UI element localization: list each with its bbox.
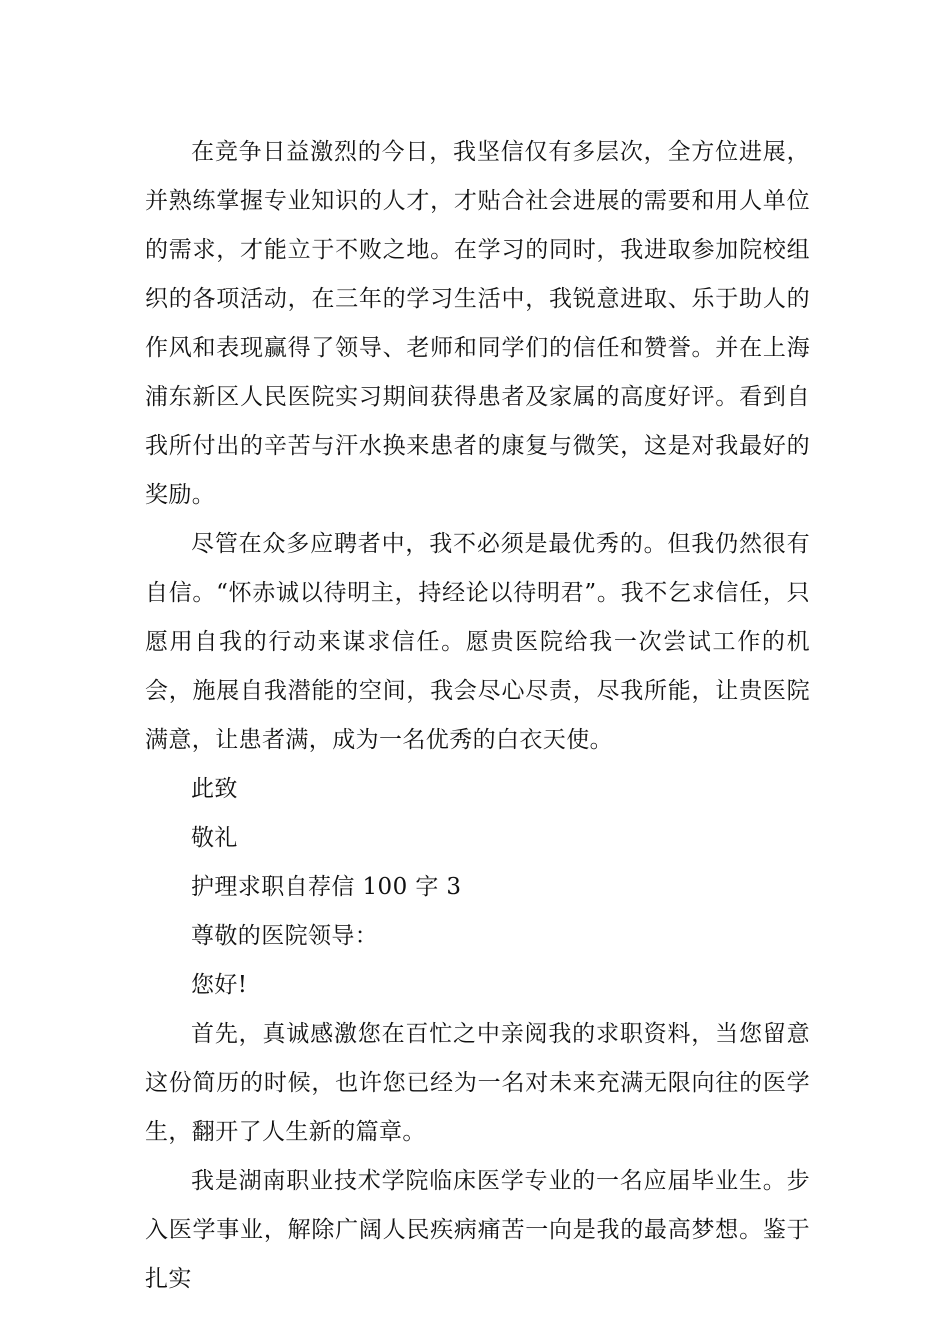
greeting: 您好!	[191, 972, 248, 998]
closing-salute: 敬礼	[191, 825, 238, 851]
section-title: 护理求职自荐信 100 字 3	[191, 874, 462, 900]
paragraph-introduction: 我是湖南职业技术学院临床医学专业的一名应届毕业生。步入医学事业，解除广阔人民疾病痛苦一向是我的最高梦想。鉴于扎实	[145, 1168, 810, 1292]
paragraph-competition: 在竞争日益激烈的今日，我坚信仅有多层次，全方位进展，并熟练掌握专业知识的人才，才贴合社会进展的需要和用人单位的需求，才能立于不败之地。在学习的同时，我进取参加院校组织的各项活动，在三年的学习生活中，我锐意进取、乐于助人的作风和表现赢得了领导、老师和同学们的信任和赞誉。并在上海浦东新区人民医院实习期间获得患者及家属的高度好评。看到自我所付出的辛苦与汗水换来患者的康复与微笑，这是对我最好的奖励。	[145, 139, 810, 508]
paragraph-thanks: 首先，真诚感激您在百忙之中亲阅我的求职资料，当您留意这份简历的时候，也许您已经为一名对未来充满无限向往的医学生，翻开了人生新的篇章。	[145, 1021, 810, 1145]
document-body	[145, 128, 810, 1304]
closing-regards: 此致	[191, 776, 238, 802]
paragraph-confidence: 尽管在众多应聘者中，我不必须是最优秀的。但我仍然很有自信。“怀赤诚以待明主，持经论以待明君”。我不乞求信任，只愿用自我的行动来谋求信任。愿贵医院给我一次尝试工作的机会，施展自我潜能的空间，我会尽心尽责，尽我所能，让贵医院满意，让患者满，成为一名优秀的白衣天使。	[145, 531, 810, 753]
salutation: 尊敬的医院领导：	[191, 923, 379, 949]
